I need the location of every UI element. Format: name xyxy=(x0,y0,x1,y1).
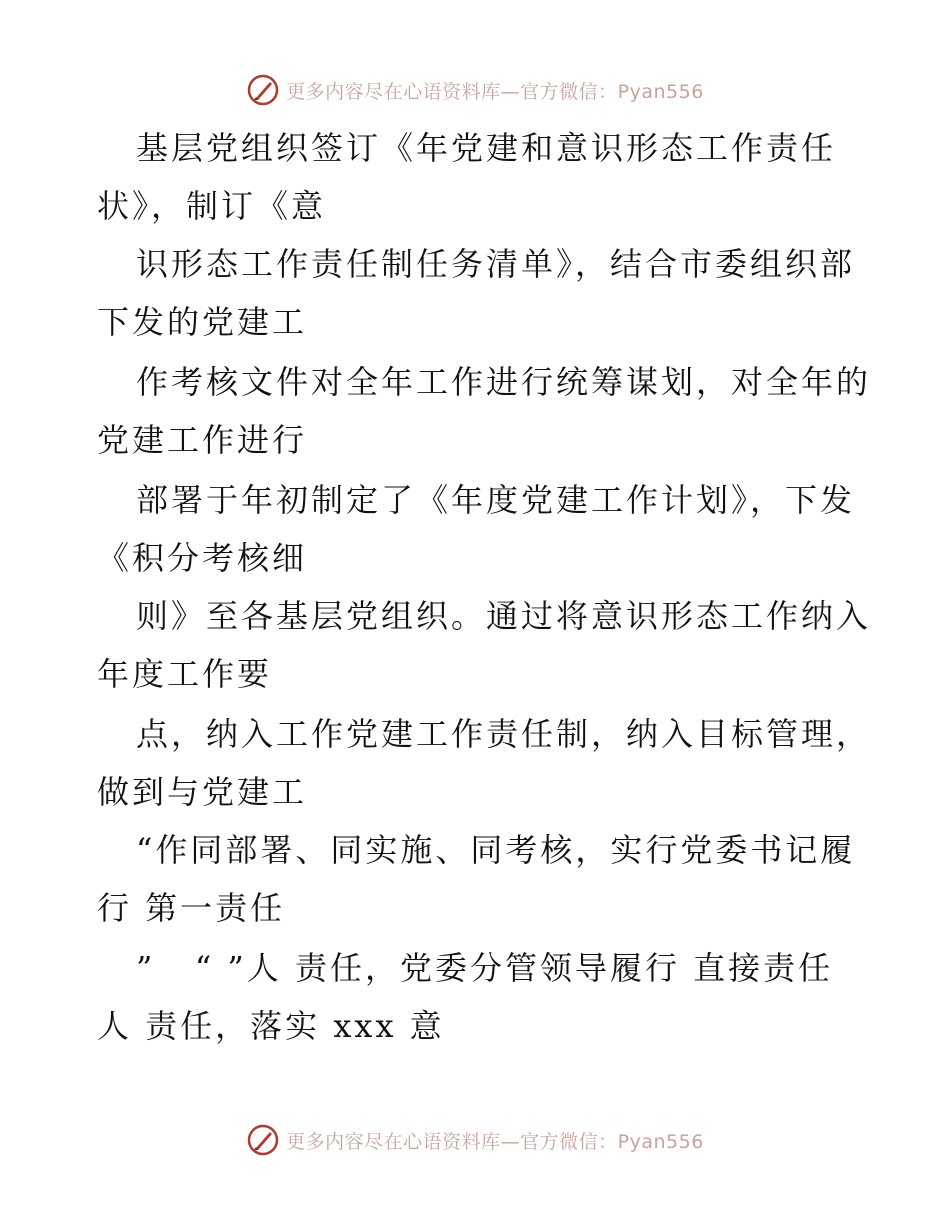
text-line: 基层党组织签订《年党建和意识形态工作责任 xyxy=(136,129,837,167)
text-line: 部署于年初制定了《年度党建工作计划》，下发 xyxy=(136,481,856,519)
watermark-text: 更多内容尽在心语资料库—官方微信：Pyan556 xyxy=(286,80,704,103)
text-line: 下发的党建工 xyxy=(97,303,308,341)
text-line: 识形态工作责任制任务清单》，结合市委组织部 xyxy=(136,245,856,283)
text-line: 《积分考核细 xyxy=(97,539,308,577)
text-line: 年度工作要 xyxy=(97,655,273,693)
text-line: 点，纳入工作党建工作责任制，纳入目标管理， xyxy=(136,715,872,753)
text-line: 则》至各基层党组织。通过将意识形态工作纳入 xyxy=(136,597,872,635)
text-line: 人 责任，落实 xxx 意 xyxy=(97,1007,445,1045)
text-line: 党建工作进行 xyxy=(97,421,308,459)
quill-logo-icon xyxy=(246,73,280,107)
watermark-text: 更多内容尽在心语资料库—官方微信：Pyan556 xyxy=(286,1130,704,1153)
footer-watermark xyxy=(0,1120,950,1160)
text-line: ” “ ”人 责任，党委分管领导履行 直接责任 xyxy=(136,949,834,987)
text-line: “作同部署、同实施、同考核，实行党委书记履 xyxy=(136,831,856,869)
text-line: 状》，制订《意 xyxy=(97,187,327,225)
text-line: 作考核文件对全年工作进行统筹谋划，对全年的 xyxy=(136,363,872,401)
header-watermark xyxy=(0,70,950,110)
text-line: 行 第一责任 xyxy=(97,889,286,927)
quill-logo-icon xyxy=(246,1123,280,1157)
text-line: 做到与党建工 xyxy=(97,773,308,811)
